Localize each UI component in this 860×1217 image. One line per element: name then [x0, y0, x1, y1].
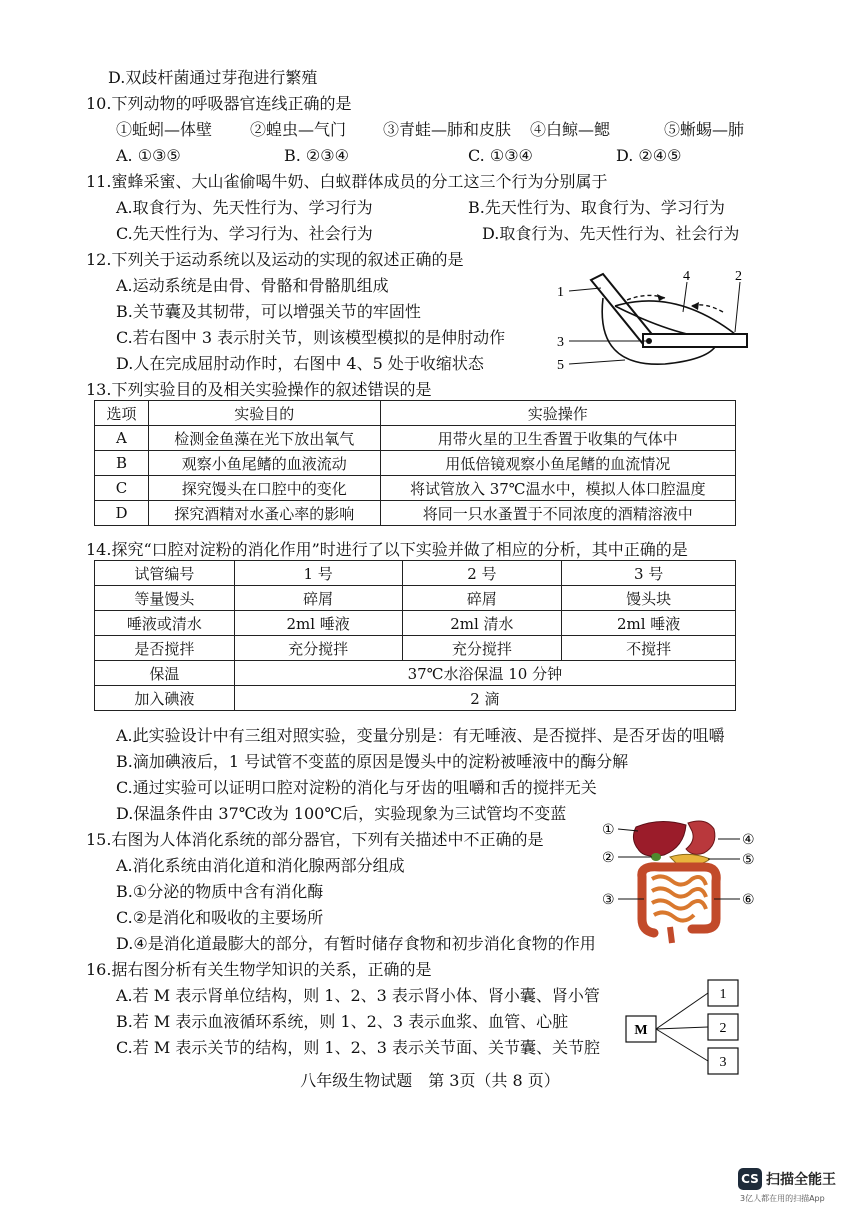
- q14-table: [94, 560, 736, 711]
- table-cell: 3 号: [562, 561, 736, 586]
- table-cell: 碎屑: [234, 586, 402, 611]
- q14-option-c: C.通过实验可以证明口腔对淀粉的消化与牙齿的咀嚼和舌的搅拌无关: [116, 778, 597, 797]
- table-row: [95, 586, 736, 611]
- q10-option-b: B. ②③④: [284, 146, 349, 165]
- q12-option-d: D.人在完成屈肘动作时，右图中 4、5 处于收缩状态: [116, 354, 484, 373]
- table-cell: 观察小鱼尾鳍的血液流动: [148, 451, 380, 476]
- q12-option-a: A.运动系统是由骨、骨骼和骨骼肌组成: [116, 276, 389, 295]
- q15-option-a: A.消化系统由消化道和消化腺两部分组成: [116, 856, 405, 875]
- q15-option-d: D.④是消化道最膨大的部分，有暂时储存食物和初步消化食物的作用: [116, 934, 596, 953]
- q11-stem: 11.蜜蜂采蜜、大山雀偷喝牛奶、白蚁群体成员的分工这三个行为分别属于: [86, 172, 608, 191]
- table-cell: 探究馒头在口腔中的变化: [148, 476, 380, 501]
- table-cell: 用带火星的卫生香置于收集的气体中: [380, 426, 735, 451]
- fig-label: ⑥: [742, 892, 755, 908]
- fig-label: ③: [602, 892, 615, 908]
- table-cell: 充分搅拌: [234, 636, 402, 661]
- table-row: [95, 476, 736, 501]
- q14-option-a: A.此实验设计中有三组对照实验，变量分别是：有无唾液、是否搅拌、是否牙齿的咀嚼: [116, 726, 725, 745]
- m-relation-figure: [620, 976, 745, 1080]
- table-cell: 碎屑: [402, 586, 562, 611]
- q16-option-c: C.若 M 表示关节的结构，则 1、2、3 表示关节面、关节囊、关节腔: [116, 1038, 601, 1057]
- table-row: [95, 401, 736, 426]
- joint-model-figure: [555, 268, 755, 378]
- table-row: [95, 426, 736, 451]
- q10-option-a: A. ①③⑤: [116, 146, 181, 165]
- table-cell: 将试管放入 37℃温水中，模拟人体口腔温度: [380, 476, 735, 501]
- table-cell: 2 号: [402, 561, 562, 586]
- q12-stem: 12.下列关于运动系统以及运动的实现的叙述正确的是: [86, 250, 464, 269]
- watermark-name: 扫描全能王: [766, 1172, 836, 1188]
- q10-item: ④白鲸—鳃: [530, 120, 611, 139]
- q16-option-b: B.若 M 表示血液循环系统，则 1、2、3 表示血浆、血管、心脏: [116, 1012, 569, 1031]
- fig-label: 1: [719, 987, 727, 1002]
- q16-stem: 16.据右图分析有关生物学知识的关系，正确的是: [86, 960, 432, 979]
- table-header: 实验操作: [380, 401, 735, 426]
- table-row: [95, 611, 736, 636]
- table-cell: 1 号: [234, 561, 402, 586]
- fig-label: 2: [735, 269, 742, 284]
- table-cell: 充分搅拌: [402, 636, 562, 661]
- scanner-watermark: [738, 1166, 848, 1206]
- q10-item: ①蚯蚓—体壁: [116, 120, 213, 139]
- table-cell: 等量馒头: [95, 586, 235, 611]
- fig-label: 5: [557, 358, 564, 373]
- table-cell: 37℃水浴保温 10 分钟: [234, 661, 735, 686]
- q12-option-b: B.关节囊及其韧带，可以增强关节的牢固性: [116, 302, 421, 321]
- table-cell: 将同一只水蚤置于不同浓度的酒精溶液中: [380, 501, 735, 526]
- q10-item: ③青蛙—肺和皮肤: [383, 120, 512, 139]
- q14-stem: 14.探究“口腔对淀粉的消化作用”时进行了以下实验并做了相应的分析，其中正确的是: [86, 540, 688, 559]
- q11-option-a: A.取食行为、先天性行为、学习行为: [116, 198, 373, 217]
- q10-option-d: D. ②④⑤: [616, 146, 682, 165]
- table-cell: 2ml 唾液: [234, 611, 402, 636]
- table-cell: A: [95, 426, 149, 451]
- table-cell: 2 滴: [234, 686, 735, 711]
- q15-option-c: C.②是消化和吸收的主要场所: [116, 908, 324, 927]
- q10-stem: 10.下列动物的呼吸器官连线正确的是: [86, 94, 352, 113]
- q10-item: ②蝗虫—气门: [250, 120, 347, 139]
- table-cell: 不搅拌: [562, 636, 736, 661]
- table-cell: 用低倍镜观察小鱼尾鳍的血流情况: [380, 451, 735, 476]
- fig-label: 3: [557, 335, 564, 350]
- cs-logo-icon: CS: [738, 1168, 762, 1190]
- table-cell: 2ml 唾液: [562, 611, 736, 636]
- table-cell: 保温: [95, 661, 235, 686]
- table-row: [95, 636, 736, 661]
- table-cell: 加入碘液: [95, 686, 235, 711]
- table-row: [95, 661, 736, 686]
- q9-option-d: D.双歧杆菌通过芽孢进行繁殖: [108, 68, 318, 87]
- q11-option-b: B.先天性行为、取食行为、学习行为: [468, 198, 725, 217]
- q11-option-d: D.取食行为、先天性行为、社会行为: [482, 224, 740, 243]
- table-cell: 是否搅拌: [95, 636, 235, 661]
- q14-option-b: B.滴加碘液后，1 号试管不变蓝的原因是馒头中的淀粉被唾液中的酶分解: [116, 752, 629, 771]
- table-cell: D: [95, 501, 149, 526]
- digestive-system-figure: [600, 815, 760, 945]
- fig-label: 2: [719, 1021, 727, 1036]
- table-cell: 探究酒精对水蚤心率的影响: [148, 501, 380, 526]
- fig-label: M: [634, 1023, 648, 1038]
- q12-option-c: C.若右图中 3 表示肘关节，则该模型模拟的是伸肘动作: [116, 328, 506, 347]
- table-row: [95, 451, 736, 476]
- watermark-subtitle: 3亿人都在用的扫描App: [740, 1194, 825, 1203]
- table-cell: 2ml 清水: [402, 611, 562, 636]
- table-cell: C: [95, 476, 149, 501]
- q15-stem: 15.右图为人体消化系统的部分器官，下列有关描述中不正确的是: [86, 830, 544, 849]
- table-cell: 唾液或清水: [95, 611, 235, 636]
- fig-label: ①: [602, 822, 615, 838]
- fig-label: 4: [683, 269, 690, 284]
- table-row: [95, 501, 736, 526]
- q15-option-b: B.①分泌的物质中含有消化酶: [116, 882, 324, 901]
- q10-item: ⑤蜥蜴—肺: [664, 120, 745, 139]
- table-header: 实验目的: [148, 401, 380, 426]
- q13-stem: 13.下列实验目的及相关实验操作的叙述错误的是: [86, 380, 432, 399]
- table-cell: 试管编号: [95, 561, 235, 586]
- table-row: [95, 686, 736, 711]
- table-row: [95, 561, 736, 586]
- fig-label: 1: [557, 285, 564, 300]
- fig-label: ②: [602, 850, 615, 866]
- q14-option-d: D.保温条件由 37℃改为 100℃后，实验现象为三试管均不变蓝: [116, 804, 567, 823]
- table-cell: 检测金鱼藻在光下放出氧气: [148, 426, 380, 451]
- q11-option-c: C.先天性行为、学习行为、社会行为: [116, 224, 373, 243]
- q13-table: [94, 400, 736, 526]
- page-footer: 八年级生物试题 第 3页（共 8 页）: [300, 1071, 560, 1090]
- table-header: 选项: [95, 401, 149, 426]
- fig-label: 3: [719, 1055, 727, 1070]
- fig-label: ④: [742, 832, 755, 848]
- q16-option-a: A.若 M 表示肾单位结构，则 1、2、3 表示肾小体、肾小囊、肾小管: [116, 986, 600, 1005]
- q10-option-c: C. ①③④: [468, 146, 533, 165]
- table-cell: B: [95, 451, 149, 476]
- fig-label: ⑤: [742, 852, 755, 868]
- table-cell: 馒头块: [562, 586, 736, 611]
